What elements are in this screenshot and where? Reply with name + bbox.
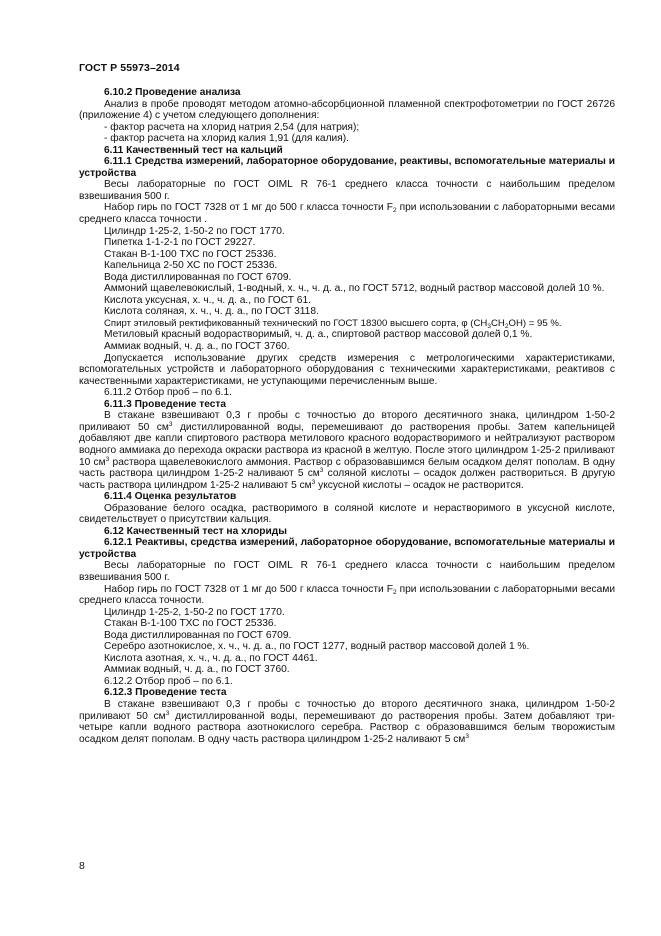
superscript: 3 — [105, 455, 110, 463]
section-heading-6-12: 6.12 Качественный тест на хлориды — [104, 525, 287, 537]
list-item: Капельница 2-50 ХС по ГОСТ 25336. — [104, 260, 278, 272]
section-heading-6-12-1: 6.12.1 Реактивы, средства измерений, лабораторное оборудование, вспомогательные материалы и устройства — [79, 537, 615, 560]
superscript: 3 — [165, 709, 170, 717]
list-item: Стакан В-1-100 ТХС по ГОСТ 25336. — [104, 248, 277, 260]
subscript: 2 — [392, 207, 397, 215]
subscript: 3 — [487, 322, 491, 330]
paragraph — [79, 410, 615, 491]
text-run: при использовании с лабораторными весами среднего класса точности. — [79, 583, 616, 607]
list-item: Кислота азотная, х. ч., ч. д. а., по ГОСТ 4461. — [104, 652, 318, 664]
superscript: 3 — [168, 420, 173, 428]
superscript: 3 — [319, 467, 324, 475]
paragraph: Весы лабораторные по ГОСТ OIML R 76-1 среднего класса точности с наибольшим пределом взвешивания 500 г. — [79, 179, 615, 202]
subscript: 2 — [392, 588, 397, 596]
list-item: Аммиак водный, ч. д. а., по ГОСТ 3760. — [104, 341, 290, 353]
section-heading-6-11: 6.11 Качественный тест на кальций — [104, 144, 283, 156]
paragraph: Анализ в пробе проводят методом атомно-абсорбционной пламенной спектрофотометрии по ГОСТ 26726 (приложение 4) с учетом следующего дополнения: — [79, 98, 615, 122]
list-item: Аммоний щавелевокислый, 1-водный, х. ч., ч. д. а., по ГОСТ 5712, водный раствор массовой долей 10 %. — [104, 283, 605, 295]
text-run: дистиллированной воды, перемешивают до растворения пробы. Затем капельницей добавляют две капли спиртового раствора метилового красного водорастворимого и нейтрализуют раствором водного аммиака до перехода окраски раствора из красной в желтую. После этого цилиндром 1-25-2 приливают 10 см — [79, 421, 615, 468]
list-item — [79, 318, 615, 330]
paragraph: 6.12.2 Отбор проб – по 6.1. — [104, 675, 233, 687]
list-item: Кислота соляная, х. ч., ч. д. а., по ГОСТ 3118. — [104, 306, 319, 318]
text-run: дистиллированной воды, перемешивают до растворения пробы. Затем добавляют три-четыре капли водного раствора азотнокислого серебра. Раствор с образовавшимся белым творожистым осадком делят пополам. В одну часть раствора цилиндром 1-25-2 наливают 5 см — [79, 710, 615, 745]
paragraph — [79, 699, 615, 745]
list-item: Вода дистиллированная по ГОСТ 6709. — [104, 629, 292, 641]
superscript: 3 — [311, 478, 316, 486]
text-run: раствора щавелевокислого аммония. Раствор с образовавшимся белым осадком делят пополам. В одну часть раствора цилиндром 1-25-2 наливают 5 см — [79, 456, 616, 480]
list-item: - фактор расчета на хлорид калия 1,91 (для калия). — [104, 133, 349, 145]
text-run: при использовании с лабораторными весами среднего класса точности . — [79, 202, 616, 226]
paragraph: Допускается использование других средств измерения с метрологическими характеристиками, вспомогательных устройств и лабораторного оборудования с техническими характеристиками, реактивов с качественными характеристиками, не уступающими перечисленным выше. — [79, 352, 615, 387]
text-run: В стакане взвешивают 0,3 г пробы с точностью до второго десятичного знака, цилиндром 1-50-2 приливают 50 см — [79, 698, 615, 722]
list-item: Пипетка 1-1-2-1 по ГОСТ 29227. — [104, 237, 256, 249]
paragraph: Образование белого осадка, растворимого в соляной кислоте и нерастворимого в уксусной кислоте, свидетельствует о присутствии кальция. — [79, 502, 615, 526]
list-item: Метиловый красный водорастворимый, ч. д. а., спиртовой раствор массовой долей 0,1 %. — [104, 329, 533, 341]
list-item: - фактор расчета на хлорид натрия 2,54 (для натрия); — [104, 121, 360, 133]
paragraph: Весы лабораторные по ГОСТ OIML R 76-1 среднего класса точности с наибольшим пределом взвешивания 500 г. — [79, 560, 615, 583]
section-heading-6-12-3: 6.12.3 Проведение теста — [104, 687, 227, 699]
text-run: Набор гирь по ГОСТ 7328 от 1 мг до 500 г класса точности F — [104, 202, 393, 214]
list-item: Цилиндр 1-25-2, 1-50-2 по ГОСТ 1770. — [104, 225, 285, 237]
text-run: соляной кислоты – осадок должен раствориться. В другую часть раствора цилиндром 1-25-2 наливают 5 см — [79, 468, 615, 491]
list-item: Цилиндр 1-25-2, 1-50-2 по ГОСТ 1770. — [104, 606, 285, 618]
text-run: Спирт этиловый ректификованный технический по ГОСТ 18300 высшего сорта, φ (CH — [104, 317, 488, 329]
section-heading-6-10-2: 6.10.2 Проведение анализа — [104, 87, 241, 98]
list-item: Аммиак водный, ч. д. а., по ГОСТ 3760. — [104, 664, 290, 676]
text-run: OH) = 95 %. — [508, 317, 562, 329]
paragraph — [79, 202, 615, 225]
section-heading-6-11-4: 6.11.4 Оценка результатов — [104, 491, 237, 503]
text-run: CH — [491, 317, 505, 329]
superscript: 3 — [465, 732, 469, 740]
list-item: Серебро азотнокислое, х. ч., ч. д. а., по ГОСТ 1277, водный раствор массовой долей 1 %. — [104, 641, 530, 653]
list-item: Кислота уксусная, х. ч., ч. д. а., по ГОСТ 61. — [104, 294, 311, 306]
subscript: 2 — [504, 322, 509, 330]
page-body — [79, 87, 615, 745]
section-heading-6-11-1: 6.11.1 Средства измерений, лабораторное оборудование, реактивы, вспомогательные материалы и устройства — [79, 156, 615, 179]
paragraph: 6.11.2 Отбор проб – по 6.1. — [104, 387, 232, 399]
text-run: Набор гирь по ГОСТ 7328 от 1 мг до 500 г класса точности F — [104, 583, 393, 595]
list-item: Стакан В-1-100 ТХС по ГОСТ 25336. — [104, 618, 277, 630]
paragraph — [79, 584, 615, 607]
page-number: 8 — [79, 860, 85, 872]
section-heading-6-11-3: 6.11.3 Проведение теста — [104, 398, 227, 410]
list-item: Вода дистиллированная по ГОСТ 6709. — [104, 271, 292, 283]
text-run: В стакане взвешивают 0,3 г пробы с точностью до второго десятичного знака, цилиндром 1-50-2 приливают 50 см — [79, 410, 615, 433]
text-run: уксусной кислоты – осадок не растворится. — [315, 479, 524, 491]
document-header: ГОСТ Р 55973–2014 — [79, 62, 180, 74]
